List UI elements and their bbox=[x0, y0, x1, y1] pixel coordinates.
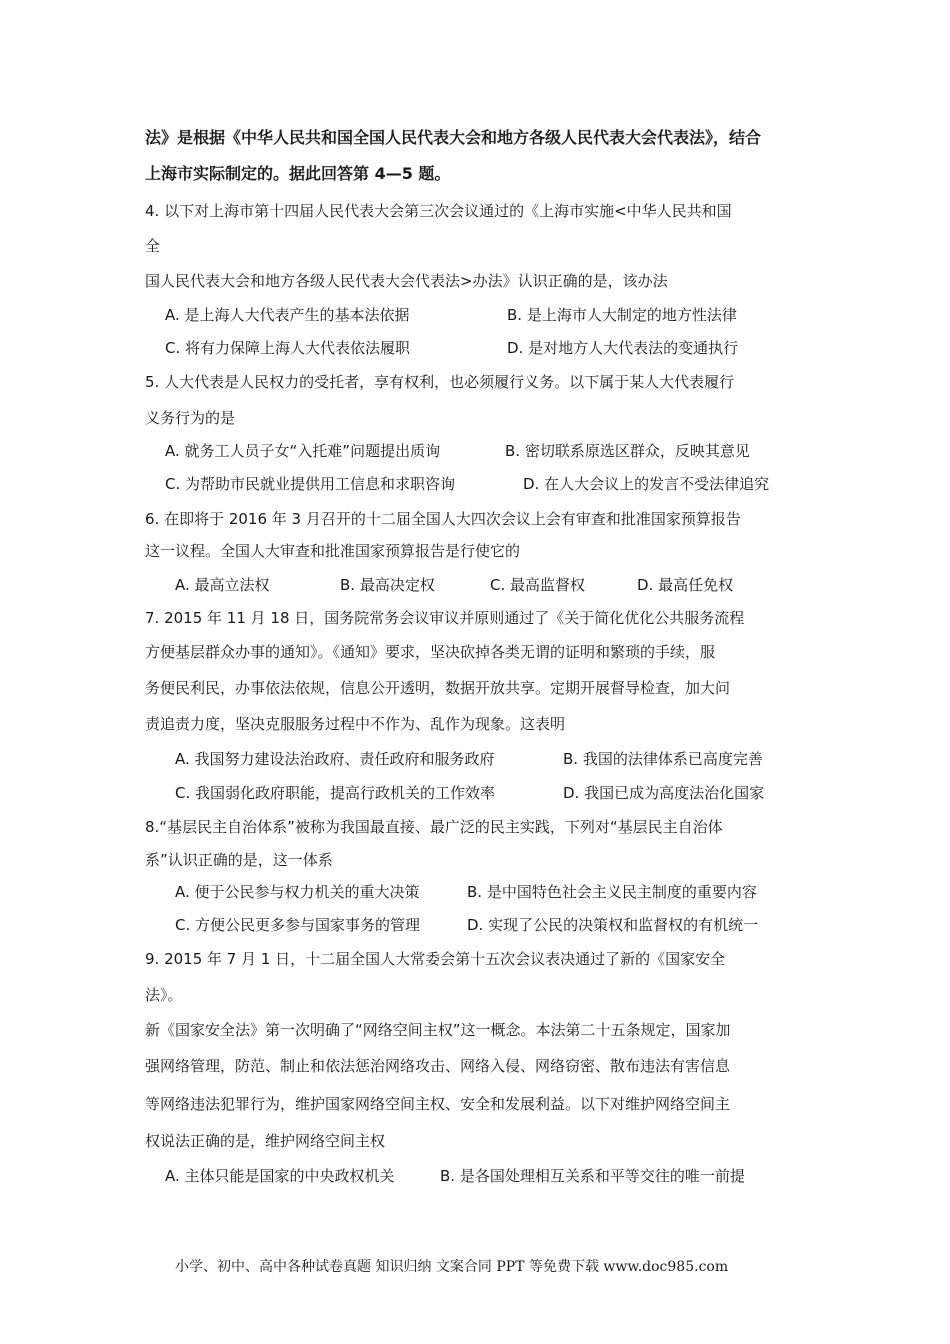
q9-stem-line-5: 等网络违法犯罪行为，维护国家网络空间主权、安全和发展利益。以下对维护网络空间主 bbox=[145, 1095, 731, 1113]
q9-stem-line-4: 强网络管理，防范、制止和依法惩治网络攻击、网络入侵、网络窃密、散布违法有害信息 bbox=[145, 1057, 731, 1075]
q7-option-b: B. 我国的法律体系已高度完善 bbox=[563, 750, 763, 768]
q6-option-d: D. 最高任免权 bbox=[637, 576, 734, 594]
q9-stem-line-1: 9. 2015 年 7 月 1 日，十二届全国人大常委会第十五次会议表决通过了新的《国家安全 bbox=[145, 950, 726, 968]
q4-stem-line-1b: 全 bbox=[145, 237, 161, 255]
q8-option-b: B. 是中国特色社会主义民主制度的重要内容 bbox=[467, 883, 757, 901]
q5-option-c: C. 为帮助市民就业提供用工信息和求职咨询 bbox=[165, 475, 456, 493]
q5-option-d: D. 在人大会议上的发言不受法律追究 bbox=[523, 475, 770, 493]
q8-option-c: C. 方便公民更多参与国家事务的管理 bbox=[175, 916, 421, 934]
q9-stem-line-2: 法》。 bbox=[145, 986, 183, 1004]
q4-option-b: B. 是上海市人大制定的地方性法律 bbox=[507, 306, 737, 324]
q9-stem-line-3: 新《国家安全法》第一次明确了“网络空间主权”这一概念。本法第二十五条规定，国家加 bbox=[145, 1021, 731, 1039]
q6-option-c: C. 最高监督权 bbox=[490, 576, 586, 594]
q7-option-d: D. 我国已成为高度法治化国家 bbox=[563, 784, 765, 802]
q8-stem-line-1: 8.“基层民主自治体系”被称为我国最直接、最广泛的民主实践，下列对“基层民主自治体 bbox=[145, 818, 723, 836]
intro-line-1: 法》是根据《中华人民共和国全国人民代表大会和地方各级人民代表大会代表法》，结合 bbox=[145, 128, 762, 147]
intro-line-2: 上海市实际制定的。据此回答第 4—5 题。 bbox=[145, 164, 451, 183]
q5-option-b: B. 密切联系原选区群众，反映其意见 bbox=[505, 442, 750, 460]
q7-option-c: C. 我国弱化政府职能，提高行政机关的工作效率 bbox=[175, 784, 496, 802]
q7-option-a: A. 我国努力建设法治政府、责任政府和服务政府 bbox=[175, 750, 495, 768]
q7-stem-line-2: 方便基层群众办事的通知》。《通知》要求，坚决砍掉各类无谓的证明和繁琐的手续，服 bbox=[145, 643, 716, 661]
q7-stem-line-4: 责追责力度，坚决克服服务过程中不作为、乱作为现象。这表明 bbox=[145, 715, 566, 733]
q4-option-c: C. 将有力保障上海人大代表依法履职 bbox=[165, 339, 411, 357]
q6-stem-line-2: 这一议程。全国人大审查和批准国家预算报告是行使它的 bbox=[145, 542, 521, 560]
q5-option-a: A. 就务工人员子女“入托难”问题提出质询 bbox=[165, 442, 441, 460]
q9-option-b: B. 是各国处理相互关系和平等交往的唯一前提 bbox=[440, 1167, 745, 1185]
q4-option-d: D. 是对地方人大代表法的变通执行 bbox=[507, 339, 739, 357]
q4-option-a: A. 是上海人大代表产生的基本法依据 bbox=[165, 306, 410, 324]
q6-stem-line-1: 6. 在即将于 2016 年 3 月召开的十二届全国人大四次会议上会有审查和批准国家预算报告 bbox=[145, 510, 741, 528]
q7-stem-line-1: 7. 2015 年 11 月 18 日，国务院常务会议审议并原则通过了《关于简化优化公共服务流程 bbox=[145, 609, 745, 627]
q4-stem-line-1: 4. 以下对上海市第十四届人民代表大会第三次会议通过的《上海市实施<中华人民共和国 bbox=[145, 202, 732, 220]
q8-option-d: D. 实现了公民的决策权和监督权的有机统一 bbox=[467, 916, 759, 934]
q8-stem-line-2: 系”认识正确的是，这一体系 bbox=[145, 851, 333, 869]
q8-option-a: A. 便于公民参与权力机关的重大决策 bbox=[175, 883, 420, 901]
q5-stem-line-1: 5. 人大代表是人民权力的受托者，享有权利，也必须履行义务。以下属于某人大代表履行 bbox=[145, 373, 735, 391]
q9-stem-line-6: 权说法正确的是，维护网络空间主权 bbox=[145, 1132, 386, 1150]
q6-option-b: B. 最高决定权 bbox=[340, 576, 435, 594]
q5-stem-line-2: 义务行为的是 bbox=[145, 409, 236, 427]
q4-stem-line-2: 国人民代表大会和地方各级人民代表大会代表法>办法》认识正确的是，该办法 bbox=[145, 272, 668, 290]
footer-text: 小学、初中、高中各种试卷真题 知识归纳 文案合同 PPT 等免费下载 www.doc985.com bbox=[175, 1259, 729, 1275]
q7-stem-line-3: 务便民利民，办事依法依规，信息公开透明，数据开放共享。定期开展督导检查，加大问 bbox=[145, 679, 731, 697]
q6-option-a: A. 最高立法权 bbox=[175, 576, 270, 594]
q9-option-a: A. 主体只能是国家的中央政权机关 bbox=[165, 1167, 395, 1185]
